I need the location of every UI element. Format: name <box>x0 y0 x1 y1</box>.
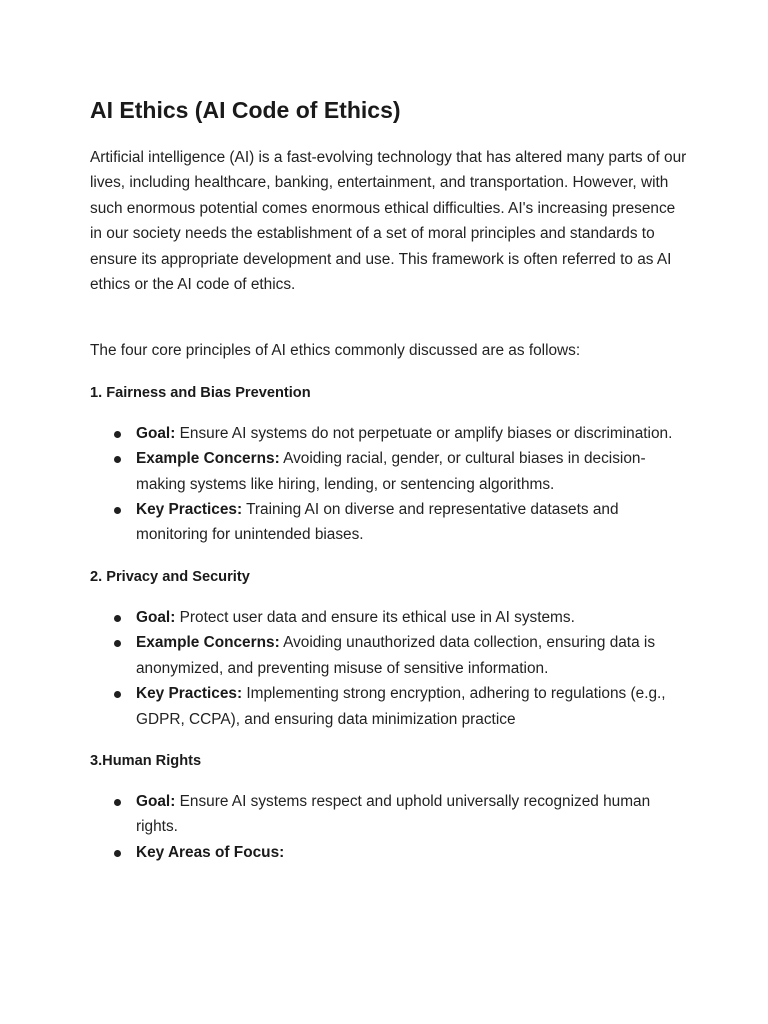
section-heading: 1. Fairness and Bias Prevention <box>90 384 311 401</box>
item-text: Protect user data and ensure its ethical use in AI systems. <box>175 608 575 626</box>
bullet-icon <box>114 850 121 857</box>
list-item <box>136 630 690 681</box>
section-heading: 2. Privacy and Security <box>90 568 250 585</box>
list-item <box>136 421 690 446</box>
list-item <box>136 789 690 840</box>
bullet-list <box>90 421 690 548</box>
section-heading: 3.Human Rights <box>90 752 202 769</box>
intro-paragraph: Artificial intelligence (AI) is a fast-evolving technology that has altered many parts of our lives, including healthcare, banking, entertainment, and transportation. However, with such enormous potential comes enormous ethical difficulties. AI's increasing presence in our society needs the establishment of a set of moral principles and standards to ensure its appropriate development and use. This framework is often referred to as AI ethics or the AI code of ethics. <box>90 149 687 294</box>
item-label: Goal: <box>136 792 176 810</box>
list-item <box>136 605 690 630</box>
item-label: Goal: <box>136 608 176 626</box>
item-text: Avoiding racial, gender, or cultural biases in decision-making systems like hiring, lending, or sentencing algorithms. <box>136 450 646 493</box>
lead-paragraph: The four core principles of AI ethics commonly discussed are as follows: <box>90 342 581 360</box>
list-item <box>136 497 690 548</box>
list-item <box>136 840 690 865</box>
section-human-rights <box>90 749 690 865</box>
bullet-icon <box>114 691 121 698</box>
item-label: Key Practices: <box>136 685 243 703</box>
item-text: Training AI on diverse and representative datasets and monitoring for unintended biases. <box>136 501 619 544</box>
bullet-list <box>90 605 690 732</box>
item-text: Ensure AI systems respect and uphold universally recognized human rights. <box>136 792 651 836</box>
bullet-icon <box>114 799 121 806</box>
item-label: Key Practices: <box>136 501 243 519</box>
bullet-icon <box>114 640 121 647</box>
bullet-icon <box>114 615 121 622</box>
bullet-icon <box>114 507 121 514</box>
list-item <box>136 446 690 497</box>
item-label: Example Concerns: <box>136 450 280 468</box>
section-fairness <box>90 381 690 548</box>
item-text: Implementing strong encryption, adhering to regulations (e.g., GDPR, CCPA), and ensuring data minimization practice <box>136 685 666 728</box>
bullet-icon <box>114 456 121 463</box>
bullet-icon <box>114 431 121 438</box>
item-text: Ensure AI systems do not perpetuate or amplify biases or discrimination. <box>175 424 673 442</box>
item-label: Key Areas of Focus: <box>136 843 285 861</box>
bullet-list <box>90 789 690 865</box>
item-label: Goal: <box>136 424 176 442</box>
item-text: Avoiding unauthorized data collection, ensuring data is anonymized, and preventing misuse of sensitive information. <box>136 634 656 677</box>
document-page <box>90 92 690 882</box>
list-item <box>136 681 690 732</box>
page-title: AI Ethics (AI Code of Ethics) <box>90 97 401 123</box>
item-label: Example Concerns: <box>136 634 280 652</box>
section-privacy <box>90 565 690 732</box>
